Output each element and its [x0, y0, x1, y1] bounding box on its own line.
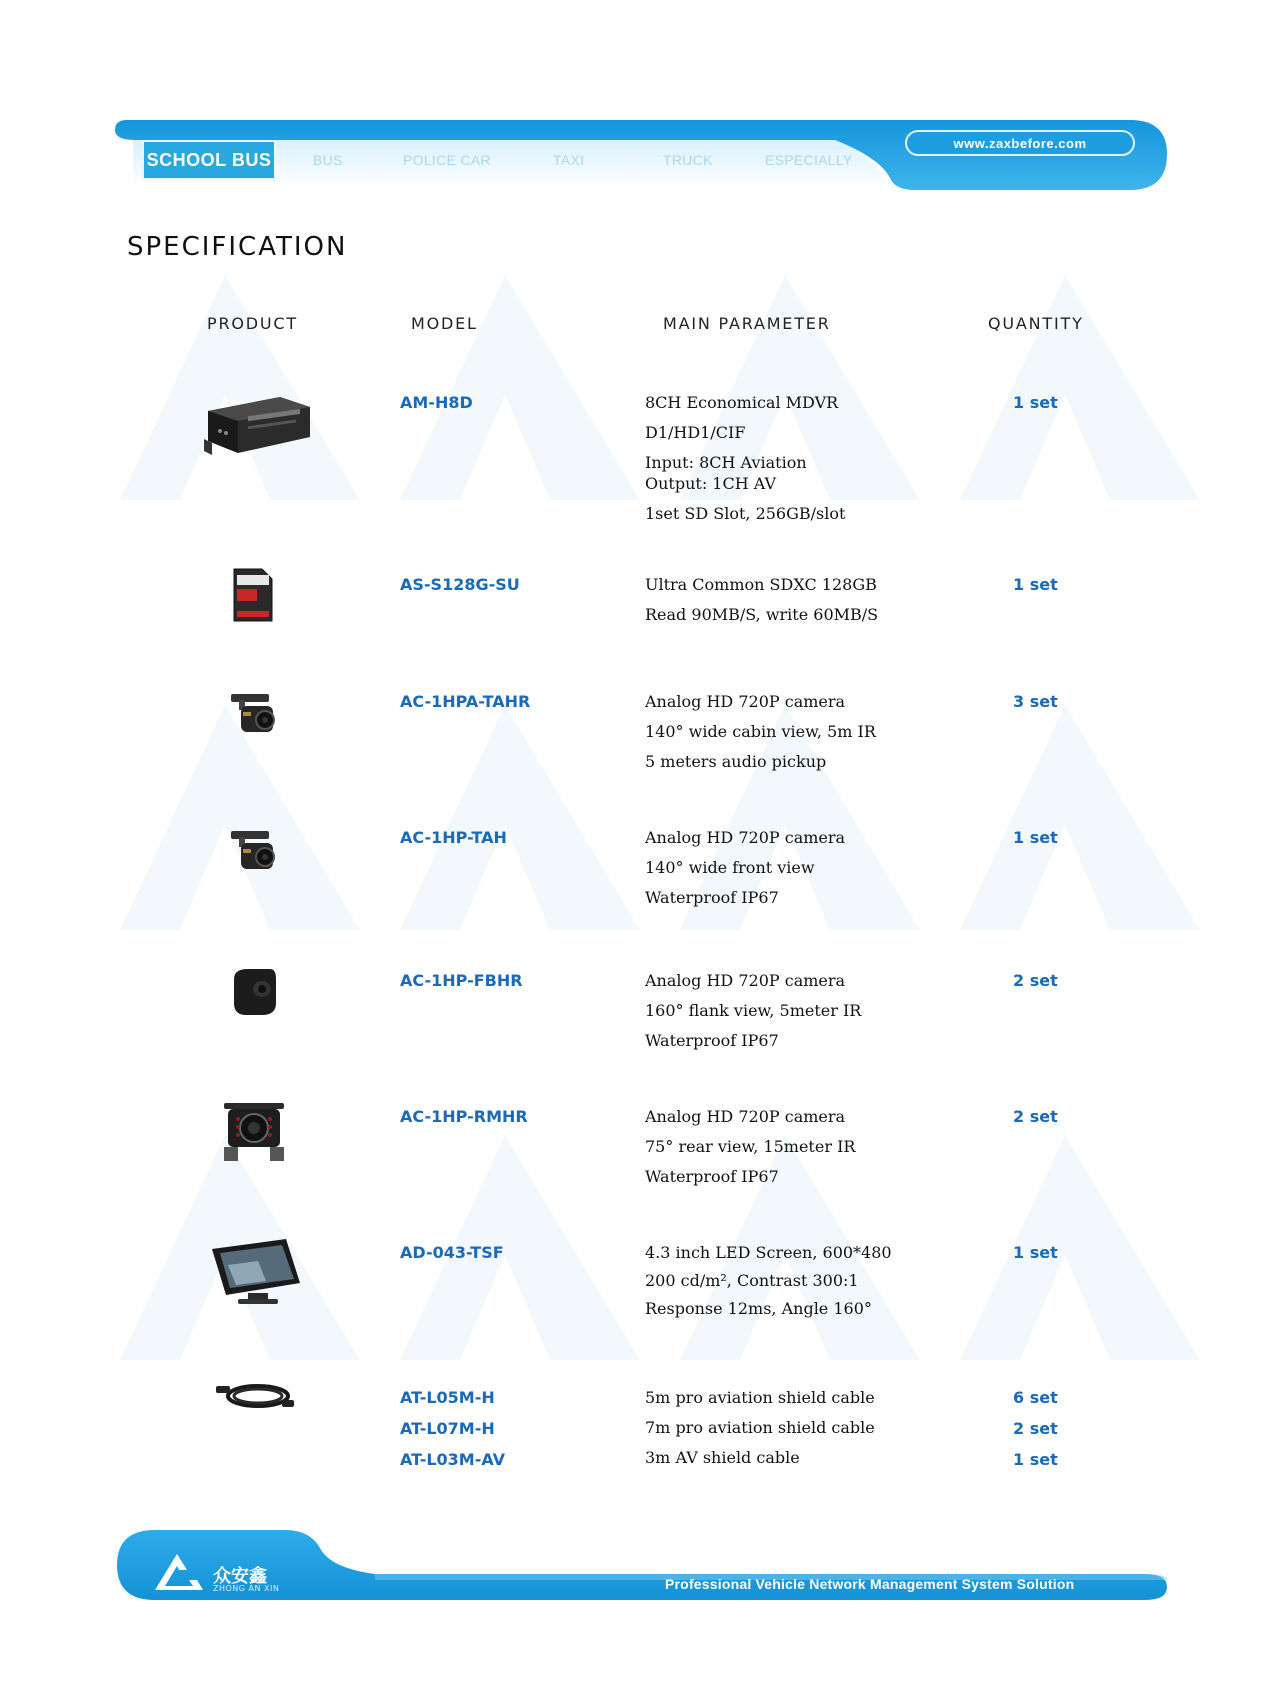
parameter-line: 75° rear view, 15meter IR [645, 1137, 856, 1156]
parameter-line: Analog HD 720P camera [645, 1107, 846, 1126]
parameter-line: 7m pro aviation shield cable [645, 1418, 875, 1437]
cable-icon [214, 1376, 296, 1414]
website-link[interactable]: www.zaxbefore.com [905, 130, 1135, 156]
quantity-value: 1 set [1013, 575, 1058, 594]
nav-school-bus[interactable]: SCHOOL BUS [142, 140, 276, 180]
watermark [930, 230, 1230, 530]
parameter-line: Read 90MB/S, write 60MB/S [645, 605, 879, 624]
quantity-value: 2 set [1013, 1107, 1058, 1126]
footer-slogan: Professional Vehicle Network Management System Solution [665, 1576, 1075, 1592]
nav-bus[interactable]: BUS [313, 152, 343, 168]
model-number: AT-L07M-H [400, 1419, 495, 1438]
brand-subtitle: ZHONG AN XIN [213, 1584, 280, 1593]
brand-name: 众安鑫 [213, 1566, 267, 1587]
watermark [930, 660, 1230, 960]
quantity-value: 2 set [1013, 971, 1058, 990]
company-logo-icon [153, 1550, 205, 1592]
parameter-line: Input: 8CH Aviation [645, 453, 807, 472]
quantity-value: 1 set [1013, 1450, 1058, 1469]
bracket-camera-icon [225, 688, 285, 740]
model-number: AT-L03M-AV [400, 1450, 506, 1469]
quantity-value: 1 set [1013, 1243, 1058, 1262]
nav-especially[interactable]: ESPECIALLY [765, 152, 853, 168]
model-number: AD-043-TSF [400, 1243, 504, 1262]
quantity-value: 1 set [1013, 393, 1058, 412]
parameter-line: 4.3 inch LED Screen, 600*480 [645, 1243, 892, 1262]
sd-card-icon [232, 567, 274, 623]
parameter-line: Output: 1CH AV [645, 474, 777, 493]
parameter-line: Waterproof IP67 [645, 1167, 779, 1186]
parameter-line: Waterproof IP67 [645, 1031, 779, 1050]
mdvr-icon [200, 393, 312, 458]
model-number: AC-1HPA-TAHR [400, 692, 531, 711]
parameter-line: 1set SD Slot, 256GB/slot [645, 504, 846, 523]
parameter-line: 140° wide cabin view, 5m IR [645, 722, 876, 741]
column-header-quantity: QUANTITY [988, 314, 1084, 333]
rear-camera-icon [220, 1099, 288, 1163]
parameter-line: Ultra Common SDXC 128GB [645, 575, 877, 594]
page-title: SPECIFICATION [127, 232, 348, 262]
model-number: AT-L05M-H [400, 1388, 495, 1407]
parameter-line: 160° flank view, 5meter IR [645, 1001, 862, 1020]
watermark [930, 1090, 1230, 1390]
parameter-line: Response 12ms, Angle 160° [645, 1299, 872, 1318]
model-number: AC-1HP-FBHR [400, 971, 523, 990]
model-number: AC-1HP-RMHR [400, 1107, 528, 1126]
parameter-line: 5 meters audio pickup [645, 752, 827, 771]
column-header-model: MODEL [411, 314, 478, 333]
parameter-line: Analog HD 720P camera [645, 971, 846, 990]
parameter-line: Analog HD 720P camera [645, 828, 846, 847]
parameter-line: 140° wide front view [645, 858, 815, 877]
header-banner [115, 118, 1167, 190]
nav-truck[interactable]: TRUCK [663, 152, 713, 168]
model-number: AC-1HP-TAH [400, 828, 507, 847]
nav-taxi[interactable]: TAXI [553, 152, 585, 168]
parameter-line: Analog HD 720P camera [645, 692, 846, 711]
quantity-value: 6 set [1013, 1388, 1058, 1407]
parameter-line: Waterproof IP67 [645, 888, 779, 907]
model-number: AM-H8D [400, 393, 473, 412]
quantity-value: 3 set [1013, 692, 1058, 711]
footer-banner [115, 1528, 1167, 1600]
side-camera-icon [228, 965, 280, 1017]
watermark [370, 230, 670, 530]
parameter-line: D1/HD1/CIF [645, 423, 746, 442]
monitor-icon [208, 1235, 302, 1307]
parameter-line: 8CH Economical MDVR [645, 393, 839, 412]
column-header-product: PRODUCT [207, 314, 298, 333]
bracket-camera-icon [225, 825, 285, 877]
quantity-value: 1 set [1013, 828, 1058, 847]
quantity-value: 2 set [1013, 1419, 1058, 1438]
parameter-line: 5m pro aviation shield cable [645, 1388, 875, 1407]
column-header-parameter: MAIN PARAMETER [663, 314, 831, 333]
model-number: AS-S128G-SU [400, 575, 520, 594]
parameter-line: 3m AV shield cable [645, 1448, 800, 1467]
nav-police-car[interactable]: POLICE CAR [403, 152, 491, 168]
parameter-line: 200 cd/m², Contrast 300:1 [645, 1271, 859, 1290]
watermark [90, 230, 390, 530]
